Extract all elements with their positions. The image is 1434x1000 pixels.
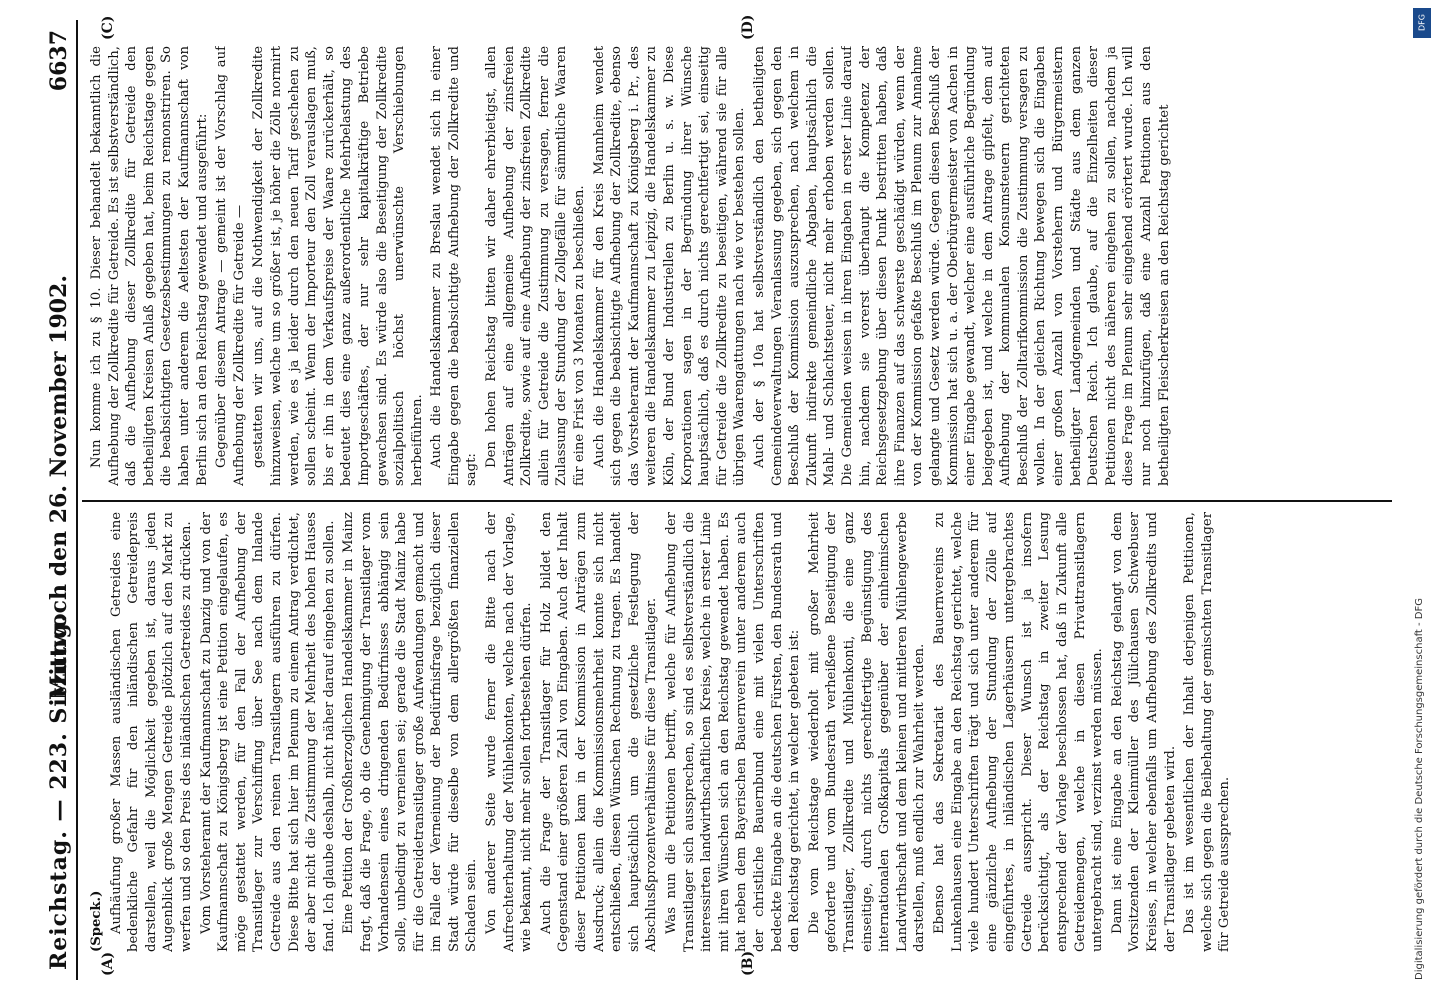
header-date: Mittwoch den 26. November 1902.	[46, 274, 72, 700]
column-divider	[82, 500, 1392, 502]
left-paragraph: Die vom Reichstage wiederholt mit großer Mehrheit geforderte und vom Bundesrath verheißene Beseitigung der Transitlager, Zollkredite und Mühlenkonti, die eine ganz einseitige, durch nichts gerechtfertigte Begünstigung des internationalen Großkapitals gegenüber der einheimischen Landwirthschaft und dem kleinen und mittleren Mühlengewerbe darstellen, muß endlich zur Wahrheit werden.	[806, 512, 928, 952]
left-paragraph: Das ist im wesentlichen der Inhalt derjenigen Petitionen, welche sich gegen die Beibehaltung der gemischten Transitlager für Getreide aussprechen.	[1182, 512, 1233, 952]
dfg-logo: DFG	[1413, 8, 1431, 38]
right-paragraph: gestatten wir uns, auf die Nothwendigkeit der Zollkredite hinzuweisen, welche um so größer ist, je höher die Zölle normirt werden, wie es ja leider durch den neuen Tarif geschehen zu sollen scheint. Wenn der Importeur den Zoll verauslagen muß, bis er ihn in dem Verkaufspreise der Waare zurückerhält, so bedeutet dies eine ganz außerordentliche Mehrbelastung des Importgeschäftes, der nur sehr kapitalkräftige Betriebe gewachsen sind. Es würde also die Beseitigung der Zollkredite sozialpolitisch höchst unerwünschte Verschiebungen herbeiführen.	[251, 46, 425, 486]
left-paragraph: Was nun die Petitionen betrifft, welche für Aufhebung der Transitlager sich aussprechen, so sind es selbstverständlich die interessirten landwirthschaftlichen Kreise, welche in erster Linie mit ihren Wünschen sich an den Reichstag gewendet haben. Es hat neben dem Bayerischen Bauernverein unter anderem auch der christliche Bauernbund eine mit vielen Unterschriften bedeckte Eingabe an die deutschen Fürsten, den Bundesrath und den Reichstag gerichtet, in welcher gebeten ist:	[664, 512, 803, 952]
right-paragraph: Auch der § 10a hat selbstverständlich den betheiligten Gemeindeverwaltungen Veranlassung gegeben, sich gegen den Beschluß der Kommission auszusprechen, nach welchem in Zukunft indirekte gemeindliche Abgaben, hauptsächlich die Mahl- und Schlachtsteuer, nicht mehr erhoben werden sollen. Die Gemeinden weisen in ihren Eingaben in erster Linie darauf hin, nachdem sie vorerst überhaupt die Kompetenz der Reichsgesetzgebung über diesen Punkt bestritten haben, daß ihre Finanzen auf das schwerste geschädigt würden, wenn der von der Kommission gefaßte Beschluß im Plenum zur Annahme gelangte und Gesetz werden würde. Gegen diesen Beschluß der Kommission hat sich u. a. der Oberbürgermeister von Aachen in einer Eingabe gewandt, welcher eine ausführliche Begründung beigegeben ist, und welche in dem Antrage gipfelt, dem auf Aufhebung der kommunalen Konsumsteuern gerichteten Beschluß der Zolltarifkommission die Zustimmung versagen zu wollen. In der gleichen Richtung bewegen sich die Eingaben einer großen Anzahl von Vorstehern und Bürgermeistern betheiligter Landgemeinden und Städte aus dem ganzen Deutschen Reich. Ich glaube, auf die Einzelheiten dieser Petitionen nicht des näheren eingehen zu sollen, nachdem ja diese Frage im Plenum sehr eingehend erörtert wurde. Ich will nur noch hinzufügen, daß eine Anzahl Petitionen aus den betheiligten Fleischerkreisen an den Reichstag gerichtet	[751, 46, 1172, 486]
header-title: Reichstag. — 223. Sitzung.	[46, 613, 72, 970]
page-number: 6637	[46, 30, 72, 92]
speaker-label: (Speck.)	[89, 890, 104, 952]
rotated-page	[40, 14, 1400, 980]
left-paragraphs	[108, 512, 1234, 952]
header-rule	[76, 20, 78, 980]
margin-marker-c: (C)	[100, 15, 116, 40]
margin-marker-b: (B)	[740, 950, 756, 976]
right-paragraph: Nun komme ich zu § 10. Dieser behandelt bekanntlich die Aufhebung der Zollkredite für Getreide. Es ist selbstverständlich, daß die Aufhebung dieser Zollkredite für Getreide den betheiligten Kreisen Anlaß gegeben hat, beim Reichstage gegen die beabsichtigten Gesetzesbestimmungen zu remonstriren. So haben unter anderem die Aeltesten der Kaufmannschaft von Berlin sich an den Reichstag gewendet und ausgeführt:	[89, 46, 210, 486]
margin-marker-d: (D)	[740, 14, 756, 40]
left-paragraph: Ebenso hat das Sekretariat des Bauernvereins zu Lunkenhausen eine Eingabe an den Reichstag gerichtet, welche viele hundert Unterschriften trägt und sich unter anderem für eine gänzliche Aufhebung der Stundung der Zölle auf eingeführtes, in inländischen Lagerhäusern untergebrachtes Getreide ausspricht. Dieser Wunsch ist ja insofern berücksichtigt, als der Reichstag in zweiter Lesung entsprechend der Vorlage beschlossen hat, daß in Zukunft alle Getreidemengen, welche in diesen Privattransitlagern untergebracht sind, verzinst werden müssen.	[931, 512, 1106, 952]
margin-marker-a: (A)	[100, 951, 116, 976]
left-paragraph: Von anderer Seite wurde ferner die Bitte nach der Aufrechterhaltung der Mühlenkonten, welche nach der Vorlage, wie bekannt, nicht mehr sollen fortbestehen dürfen.	[484, 512, 535, 952]
digitization-note: Digitalisierung gefördert durch die Deutsche Forschungsgemeinschaft - DFG	[1414, 597, 1425, 980]
left-column	[88, 512, 1388, 952]
left-paragraph: Dann ist eine Eingabe an den Reichstag gelangt von dem Vorsitzenden der Kleinmüller des Jülichausen Schwebuser Kreises, in welcher ebenfalls um Aufhebung des Zollkredits und der Transitlager gebeten wird.	[1109, 512, 1178, 952]
left-paragraph: Vom Vorsteheramt der Kaufmannschaft zu Danzig und von der Kaufmannschaft zu Königsberg ist eine Petition eingelaufen, es möge gestattet werden, für den Fall der Aufhebung der Transitlager zur Verschiffung über See nach dem Inlande Getreide aus den reinen Transitlagern ausführen zu dürfen. Diese Bitte hat sich hier im Plenum zu einem Antrag verdichtet, der aber nicht die Zustimmung der Mehrheit des hohen Hauses fand. Ich glaube deshalb, nicht näher darauf eingehen zu sollen.	[198, 512, 337, 952]
page-header	[40, 20, 74, 980]
right-paragraph: Auch die Handelskammer zu Breslau wendet sich in einer Eingabe gegen die beabsichtigte Aufhebung der Zollkredite und sagt:	[429, 46, 480, 486]
right-paragraph: Auch die Handelskammer für den Kreis Mannheim wendet sich gegen die beabsichtigte Aufhebung der Zollkredite, ebenso das Vorsteheramt der Kaufmannschaft zu Königsberg i. Pr., des weiteren die Handelskammer zu Leipzig, die Handelskammer zu Köln, der Bund der Industriellen zu Berlin u. s. w. Diese Korporationen sagen in der Begründung ihrer Wünsche hauptsächlich, daß es durch nichts gerechtfertigt sei, einseitig für Getreide die Zollkredite zu beseitigen, während sie für alle übrigen Waarengattungen nach wie vor bestehen sollen.	[591, 46, 748, 486]
left-paragraph: Eine Petition der Großherzoglichen Handelskammer in Mainz fragt, daß die Frage, ob die Genehmigung der Transitlager vom Vorhandensein eines dringenden Bedürfnisses abhängig sein solle, unbedingt zu verneinen sei; gerade die Stadt Mainz habe für die Getreidetransitlager große Aufwendungen gemacht und im Falle der Verneinung der Bedürfnisfrage bezüglich dieser Stadt würde für dieselbe von dem allergrößten finanziellen Schaden sein.	[341, 512, 480, 952]
right-column	[88, 46, 1388, 486]
right-paragraph: Den hohen Reichstag bitten wir daher ehrerbietigst, allen Anträgen auf eine allgemeine Aufhebung der zinsfreien Zollkredite, sowie auf eine Aufhebung der zinsfreien Zollkredite allein für Getreide die Zustimmung zu versagen, ferner die Zulassung der Stundung der Zollgefälle für sämmtliche Waaren für eine Frist von 3 Monaten zu beschließen.	[484, 46, 588, 486]
left-paragraph: Auch die Frage der Transitlager für Holz bildet den Gegenstand einer größeren Zahl von Eingaben. Auch der Inhalt dieser Petitionen kam in der Kommission in Anträgen zum Ausdruck; allein die Kommissionsmehrheit konnte sich nicht entschließen, diesen Wünschen Rechnung zu tragen. Es handelt sich hauptsächlich um die gesetzliche Festlegung der Abschlusßprozentverhältnisse für diese Transitlager.	[538, 512, 660, 952]
right-paragraphs	[88, 46, 1173, 486]
right-paragraph: Gegenüber diesem Antrage — gemeint ist der Vorschlag auf Aufhebung der Zollkredite für Getreide —	[214, 46, 247, 486]
left-paragraph: Aufhäufung großer Massen ausländischen Getreides eine bedenkliche Gefahr für den inländischen Getreidepreis darstellen, weil die Möglichkeit gegeben ist, daraus jeden Augenblick große Mengen Getreide plötzlich auf den Markt zu werfen und so den Preis des inländischen Getreides zu drücken.	[108, 512, 194, 952]
